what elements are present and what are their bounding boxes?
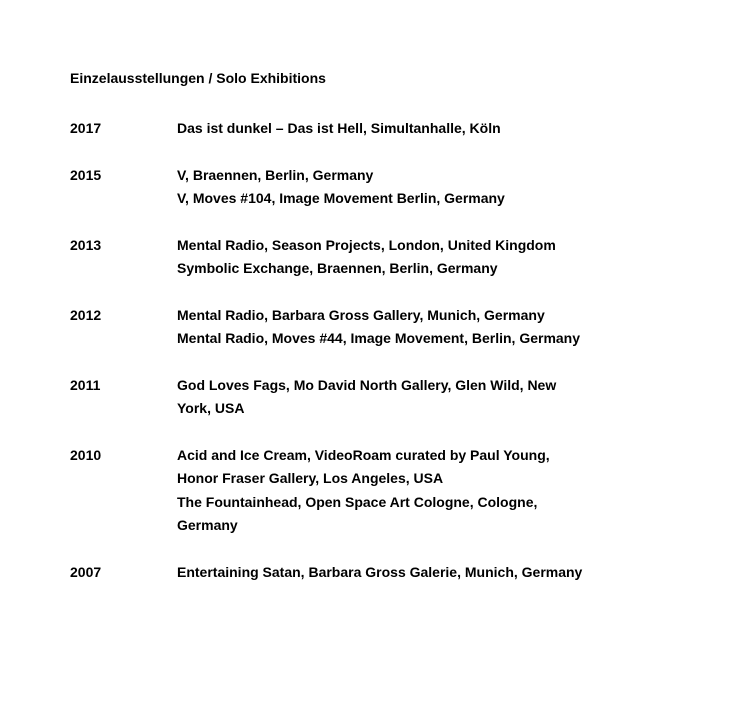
- exhibition-details: [177, 304, 580, 351]
- exhibition-line: Honor Fraser Gallery, Los Angeles, USA: [177, 470, 444, 486]
- exhibition-line: York, USA: [177, 400, 245, 416]
- exhibition-line: Symbolic Exchange, Braennen, Berlin, Germany: [177, 260, 498, 276]
- exhibition-line: V, Moves #104, Image Movement Berlin, Germany: [177, 190, 505, 206]
- exhibition-details: [177, 444, 550, 538]
- exhibition-year: 2015: [70, 166, 102, 183]
- exhibition-line: Germany: [177, 517, 238, 533]
- exhibition-entry-2017: [70, 117, 710, 141]
- exhibition-line: Entertaining Satan, Barbara Gross Galerie, Munich, Germany: [177, 563, 583, 580]
- exhibition-entry-2011: [70, 374, 710, 421]
- exhibition-line: Mental Radio, Barbara Gross Gallery, Munich, Germany: [177, 306, 545, 323]
- exhibition-line: Acid and Ice Cream, VideoRoam curated by Paul Young,: [177, 446, 550, 463]
- exhibition-year: 2011: [70, 376, 101, 393]
- exhibition-entry-2007: [70, 561, 710, 585]
- exhibition-line: Mental Radio, Season Projects, London, United Kingdom: [177, 236, 556, 253]
- exhibition-entry-2010: [70, 444, 710, 538]
- exhibition-details: [177, 374, 556, 421]
- exhibition-details: [177, 164, 505, 211]
- exhibition-line: Das ist dunkel – Das ist Hell, Simultanhalle, Köln: [177, 120, 501, 136]
- exhibition-year: 2012: [70, 306, 102, 323]
- exhibition-entry-2012: [70, 304, 710, 351]
- exhibition-entry-2015: [70, 164, 710, 211]
- exhibition-details: [177, 117, 501, 141]
- exhibition-entry-2013: [70, 234, 710, 281]
- exhibition-details: [177, 561, 582, 585]
- exhibition-line: God Loves Fags, Mo David North Gallery, Glen Wild, New: [177, 376, 557, 393]
- exhibition-line: Mental Radio, Moves #44, Image Movement, Berlin, Germany: [177, 330, 581, 346]
- exhibition-details: [177, 234, 556, 281]
- exhibition-year: 2013: [70, 236, 102, 253]
- exhibition-year: 2007: [70, 563, 102, 580]
- section-heading: Einzelausstellungen / Solo Exhibitions: [70, 70, 326, 86]
- exhibition-list: [70, 117, 710, 607]
- exhibition-year: 2017: [70, 120, 102, 136]
- exhibition-line: The Fountainhead, Open Space Art Cologne, Cologne,: [177, 493, 538, 510]
- exhibition-year: 2010: [70, 446, 102, 463]
- exhibition-line: V, Braennen, Berlin, Germany: [177, 166, 374, 183]
